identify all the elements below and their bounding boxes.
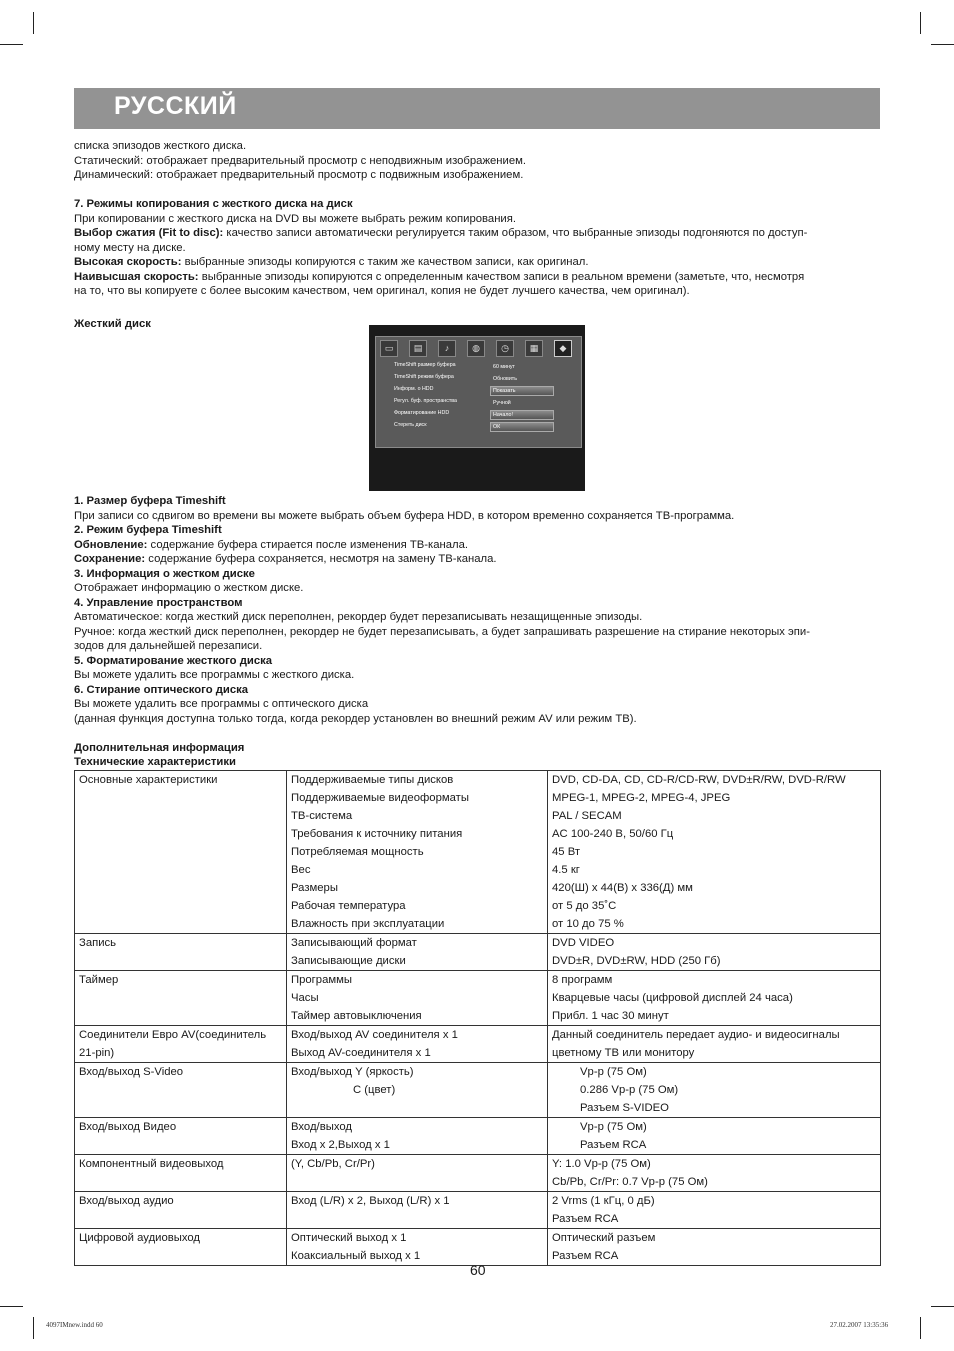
page-number: 60	[470, 1262, 486, 1278]
spec-value: DVD, CD-DA, CD, CD-R/CD-RW, DVD±R/RW, DVD-R/RW	[552, 774, 846, 786]
osd-icon-bar	[378, 340, 579, 357]
paragraph	[74, 552, 882, 567]
item-heading: 4. Управление пространством	[74, 596, 243, 609]
spec-param: Выход AV-соединителя x 1	[291, 1047, 431, 1059]
spec-value-cell	[548, 771, 881, 934]
spec-param-cell	[287, 1229, 548, 1266]
spec-param: Поддерживаемые типы дисков	[291, 774, 454, 786]
spec-param-cell	[287, 1118, 548, 1155]
crop-mark	[931, 1306, 954, 1307]
item-heading: 6. Стирание оптического диска	[74, 683, 249, 696]
spec-category-cell	[75, 1229, 287, 1266]
osd-row-value: Обновить	[493, 376, 517, 382]
spec-category-cell	[75, 934, 287, 971]
spec-category: Запись	[79, 937, 117, 949]
spec-param-cell	[287, 971, 548, 1026]
section-heading: Жесткий диск	[74, 318, 151, 330]
spec-category: Вход/выход Видео	[79, 1121, 177, 1133]
paragraph	[74, 255, 882, 270]
spec-value-cell	[548, 1063, 881, 1118]
crop-mark	[920, 12, 921, 34]
record-icon: ▤	[409, 340, 427, 357]
spec-param-cell	[287, 771, 548, 934]
paragraph: Вы можете удалить все программы с оптического диска	[74, 698, 369, 710]
spec-param: Влажность при эксплуатации	[291, 918, 445, 930]
spec-value-cell	[548, 1229, 881, 1266]
hdd-menu-screenshot	[369, 325, 585, 491]
spec-value: Разъем RCA	[580, 1139, 647, 1151]
item-heading: 5. Форматирование жесткого диска	[74, 654, 273, 667]
osd-row-label: Регул. буф. пространства	[394, 398, 457, 404]
osd-row-value: Ручной	[493, 400, 511, 406]
paragraph: зодов для дальнейшей перезаписи.	[74, 640, 263, 652]
osd-row	[394, 362, 574, 371]
item-heading: 3. Информация о жестком диске	[74, 567, 255, 580]
spec-param: (Y, Cb/Pb, Cr/Pr)	[291, 1158, 375, 1170]
spec-param: Рабочая температура	[291, 900, 406, 912]
term-text: содержание буфера сохраняется, несмотря на замену ТВ-канала.	[145, 553, 497, 565]
hdd-items-block	[74, 494, 882, 770]
language-header-bar	[74, 88, 880, 129]
spec-param: Коаксиальный выход x 1	[291, 1250, 421, 1262]
spec-param: Поддерживаемые видеоформаты	[291, 792, 469, 804]
spec-value-cell	[548, 971, 881, 1026]
spec-param: ТВ-система	[291, 810, 353, 822]
spec-param: Таймер автовыключения	[291, 1010, 422, 1022]
spec-param: Вход (L/R) x 2, Выход (L/R) x 1	[291, 1195, 450, 1207]
osd-row	[394, 422, 574, 431]
osd-row	[394, 398, 574, 407]
section-heading: 7. Режимы копирования с жесткого диска на диск	[74, 198, 353, 210]
footer-file-info: 4097IMnew.indd 60	[46, 1321, 103, 1329]
page-title: РУССКИЙ	[114, 92, 237, 120]
spec-category: Основные характеристики	[79, 774, 218, 786]
paragraph: Автоматическое: когда жесткий диск переполнен, рекордер будет перезаписывать незащищенные эпизоды.	[74, 611, 643, 623]
paragraph: на то, что вы копируете с более высоким качеством, чем оригинал, копия не будет лучшего качества, чем оригинал).	[74, 285, 690, 297]
paragraph	[74, 538, 882, 553]
table-row	[75, 1192, 881, 1229]
osd-row-value: ОК	[490, 422, 554, 432]
spec-category-cell	[75, 1192, 287, 1229]
spec-value: 2 Vrms (1 кГц, 0 дБ)	[552, 1195, 655, 1207]
spec-category: Вход/выход S-Video	[79, 1066, 184, 1078]
term-label: Обновление:	[74, 538, 148, 551]
spec-param: С (цвет)	[353, 1084, 396, 1096]
table-row	[75, 971, 881, 1026]
crop-mark	[931, 44, 954, 45]
osd-row-label: Форматирование HDD	[394, 410, 450, 416]
table-row	[75, 1229, 881, 1266]
intro-line: списка эпизодов жесткого диска.	[74, 140, 247, 152]
term-label: Выбор сжатия (Fit to disc):	[74, 227, 224, 239]
spec-param: Оптический выход x 1	[291, 1232, 407, 1244]
spec-value-cell	[548, 1118, 881, 1155]
table-row	[75, 771, 881, 934]
spec-category: Таймер	[79, 974, 119, 986]
spec-param: Вход/выход AV соединителя x 1	[291, 1029, 458, 1041]
spec-param: Потребляемая мощность	[291, 846, 424, 858]
spec-category-cell	[75, 1155, 287, 1192]
spec-param-cell	[287, 1192, 548, 1229]
crop-mark	[920, 1317, 921, 1339]
spec-value: цветному ТВ или монитору	[552, 1047, 695, 1059]
table-row	[75, 1063, 881, 1118]
spec-category-cell	[75, 1118, 287, 1155]
table-row	[75, 1118, 881, 1155]
paragraph: (данная функция доступна только тогда, когда рекордер установлен во внешний режим AV или режим ТВ).	[74, 712, 637, 725]
spec-table	[74, 770, 881, 1266]
osd-row	[394, 410, 574, 419]
spec-value: Vp-p (75 Ом)	[580, 1121, 647, 1133]
spec-value: PAL / SECAM	[552, 810, 622, 822]
term-text: выбранные эпизоды копируются с определенным качеством записи в реальном времени (заметьте, что, несмотря	[198, 270, 805, 283]
table-row	[75, 934, 881, 971]
spec-param: Часы	[291, 992, 319, 1004]
spec-category: Соединители Евро AV(соединитель	[79, 1029, 267, 1041]
paragraph: Отображает информацию о жестком диске.	[74, 582, 304, 594]
spec-value-cell	[548, 934, 881, 971]
paragraph	[74, 226, 882, 241]
spec-category: Вход/выход аудио	[79, 1195, 174, 1207]
term-label: Сохранение:	[74, 553, 146, 565]
spec-value: 0.286 Vp-p (75 Ом)	[580, 1084, 679, 1096]
spec-category-cell	[75, 971, 287, 1026]
spec-param-cell	[287, 1063, 548, 1118]
spec-value: MPEG-1, MPEG-2, MPEG-4, JPEG	[552, 792, 731, 804]
crop-mark	[0, 44, 23, 45]
paragraph: При копировании с жесткого диска на DVD вы можете выбрать режим копирования.	[74, 212, 517, 225]
spec-value: 420(Ш) x 44(В) x 336(Д) мм	[552, 882, 693, 894]
spec-value: Разъем RCA	[552, 1213, 619, 1225]
crop-mark	[0, 1306, 23, 1307]
lock-icon: ▦	[525, 340, 543, 357]
paragraph: ному месту на диске.	[74, 241, 186, 254]
spec-value: AC 100-240 В, 50/60 Гц	[552, 828, 674, 840]
table-row	[75, 1155, 881, 1192]
spec-param: Требования к источнику питания	[291, 828, 463, 840]
section-heading: Дополнительная информация	[74, 741, 245, 754]
term-text: содержание буфера стирается после изменения ТВ-канала.	[147, 538, 469, 551]
spec-category: 21-pin)	[79, 1047, 115, 1059]
spec-param: Записывающий формат	[291, 937, 417, 949]
spec-param: Записывающие диски	[291, 955, 406, 967]
osd-row-label: Информ. о HDD	[394, 386, 434, 392]
intro-line: Динамический: отображает предварительный просмотр с подвижным изображением.	[74, 169, 524, 181]
spec-value: Оптический разъем	[552, 1232, 656, 1244]
spec-value: DVD VIDEO	[552, 937, 615, 949]
osd-row	[394, 386, 574, 395]
spec-value: 8 программ	[552, 974, 613, 986]
item-heading: 2. Режим буфера Timeshift	[74, 524, 222, 536]
spec-value: 45 Вт	[552, 846, 581, 858]
spec-value: Разъем RCA	[552, 1250, 619, 1262]
crop-mark	[33, 12, 34, 34]
item-heading: 1. Размер буфера Timeshift	[74, 495, 226, 507]
osd-row-label: TimeShift режим буфера	[394, 374, 454, 380]
paragraph: При записи со сдвигом во времени вы можете выбрать объем буфера HDD, в котором временно сохраняется ТВ-программа.	[74, 509, 735, 522]
spec-param: Размеры	[291, 882, 338, 894]
spec-value: от 5 до 35˚С	[552, 900, 617, 912]
spec-value: DVD±R, DVD±RW, HDD (250 Гб)	[552, 955, 721, 967]
table-row	[75, 1026, 881, 1063]
term-label: Наивысшая скорость:	[74, 270, 199, 283]
spec-value: 4.5 кг	[552, 864, 580, 876]
spec-param: Вес	[291, 864, 311, 876]
osd-row-value: Показать	[490, 386, 554, 396]
spec-value: Vp-p (75 Ом)	[580, 1066, 647, 1078]
osd-row-label: Стереть диск	[394, 422, 427, 428]
term-text: выбранные эпизоды копируются с таким же качеством записи, как оригинал.	[181, 256, 589, 268]
spec-category: Цифровой аудиовыход	[79, 1232, 201, 1244]
spec-value-cell	[548, 1026, 881, 1063]
spec-category-cell	[75, 771, 287, 934]
language-icon: ◍	[467, 340, 485, 357]
spec-value: Кварцевые часы (цифровой дисплей 24 часа)	[552, 992, 793, 1004]
paragraph: Ручное: когда жесткий диск переполнен, рекордер не будет перезаписывать, а будет запрашивать разрешение на стирание некоторых эпи-	[74, 625, 810, 638]
spec-param: Вход x 2,Выход x 1	[291, 1139, 390, 1151]
spec-category: Компонентный видеовыход	[79, 1158, 224, 1170]
tv-icon: ▭	[380, 340, 398, 357]
spec-category-cell	[75, 1063, 287, 1118]
spec-value: Данный соединитель передает аудио- и видеосигналы	[552, 1029, 840, 1041]
spec-param-cell	[287, 1155, 548, 1192]
spec-value: Cb/Pb, Cr/Pr: 0.7 Vp-p (75 Ом)	[552, 1176, 708, 1188]
spec-param: Программы	[291, 974, 353, 986]
spec-value: от 10 до 75 %	[552, 918, 624, 930]
spec-param: Вход/выход	[291, 1121, 352, 1133]
top-text-block	[74, 139, 882, 332]
osd-panel	[375, 336, 582, 448]
intro-line: Статический: отображает предварительный просмотр с неподвижным изображением.	[74, 154, 527, 167]
spec-param: Вход/выход Y (яркость)	[291, 1066, 414, 1078]
spec-value-cell	[548, 1192, 881, 1229]
paragraph: Вы можете удалить все программы с жесткого диска.	[74, 669, 355, 681]
audio-icon: ♪	[438, 340, 456, 357]
spec-category-cell	[75, 1026, 287, 1063]
osd-row	[394, 374, 574, 383]
paragraph	[74, 270, 882, 285]
osd-row-value: Начало!	[490, 410, 554, 420]
spec-param-cell	[287, 1026, 548, 1063]
crop-mark	[33, 1317, 34, 1339]
footer-timestamp: 27.02.2007 13:35:36	[830, 1321, 889, 1329]
spec-value: Y: 1.0 Vp-p (75 Ом)	[552, 1158, 651, 1170]
spec-value: Прибл. 1 час 30 минут	[552, 1010, 669, 1022]
hdd-icon: ◆	[554, 340, 572, 357]
term-text: качество записи автоматически регулируется таким образом, что выбранные эпизоды подгоняются по доступ-	[223, 227, 808, 239]
section-heading: Технические характеристики	[74, 756, 236, 768]
osd-row-label: TimeShift размер буфера	[394, 362, 456, 368]
spec-value-cell	[548, 1155, 881, 1192]
spec-param-cell	[287, 934, 548, 971]
clock-icon: ◷	[496, 340, 514, 357]
spec-value: Разъем S-VIDEO	[580, 1102, 669, 1114]
osd-row-value: 60 минут	[493, 364, 515, 370]
term-label: Высокая скорость:	[74, 256, 182, 268]
